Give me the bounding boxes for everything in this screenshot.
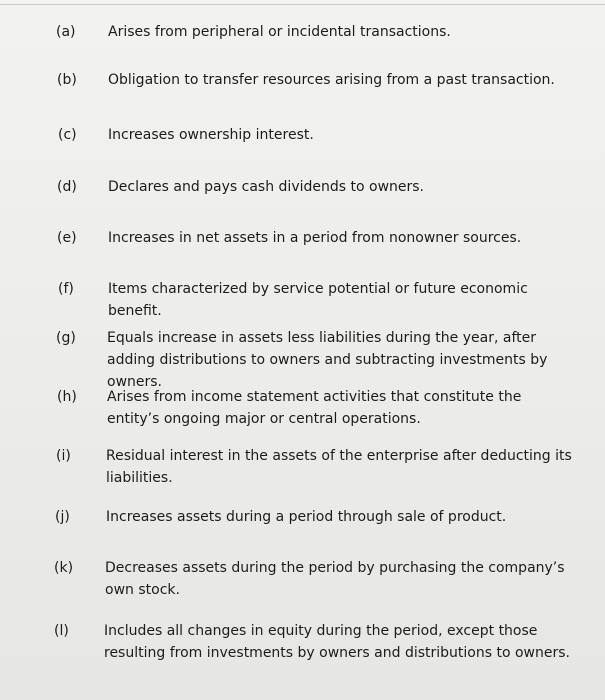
item-text: Includes all changes in equity during the period, except those resulting from investments by owners and distributions to owners. <box>104 623 570 661</box>
item-letter: (j) <box>55 509 70 525</box>
item-letter: (d) <box>57 179 77 195</box>
item-text: Increases assets during a period through sale of product. <box>106 509 507 525</box>
item-letter: (h) <box>57 389 77 405</box>
item-text: Residual interest in the assets of the enterprise after deducting its liabilities. <box>106 448 572 486</box>
item-letter: (i) <box>56 448 71 464</box>
item-text: Increases in net assets in a period from nonowner sources. <box>108 230 522 246</box>
item-letter: (a) <box>56 24 76 40</box>
item-text: Equals increase in assets less liabilities during the year, after adding distributions to owners and subtracting investments by owners. <box>107 330 548 390</box>
item-letter: (g) <box>56 330 76 346</box>
item-text: Increases ownership interest. <box>108 127 314 143</box>
item-text: Arises from income statement activities that constitute the entity’s ongoing major or central operations. <box>107 389 522 427</box>
item-text: Arises from peripheral or incidental transactions. <box>108 24 451 40</box>
item-text: Items characterized by service potential or future economic benefit. <box>108 281 528 319</box>
top-divider <box>0 4 605 5</box>
item-letter: (k) <box>54 560 74 576</box>
item-text: Declares and pays cash dividends to owners. <box>108 179 425 195</box>
item-text: Obligation to transfer resources arising from a past transaction. <box>108 72 555 88</box>
item-text: Decreases assets during the period by purchasing the company’s own stock. <box>105 560 565 598</box>
item-letter: (f) <box>58 281 74 297</box>
item-letter: (c) <box>58 127 77 143</box>
item-letter: (l) <box>54 623 69 639</box>
item-letter: (b) <box>57 72 77 88</box>
item-letter: (e) <box>57 230 77 246</box>
